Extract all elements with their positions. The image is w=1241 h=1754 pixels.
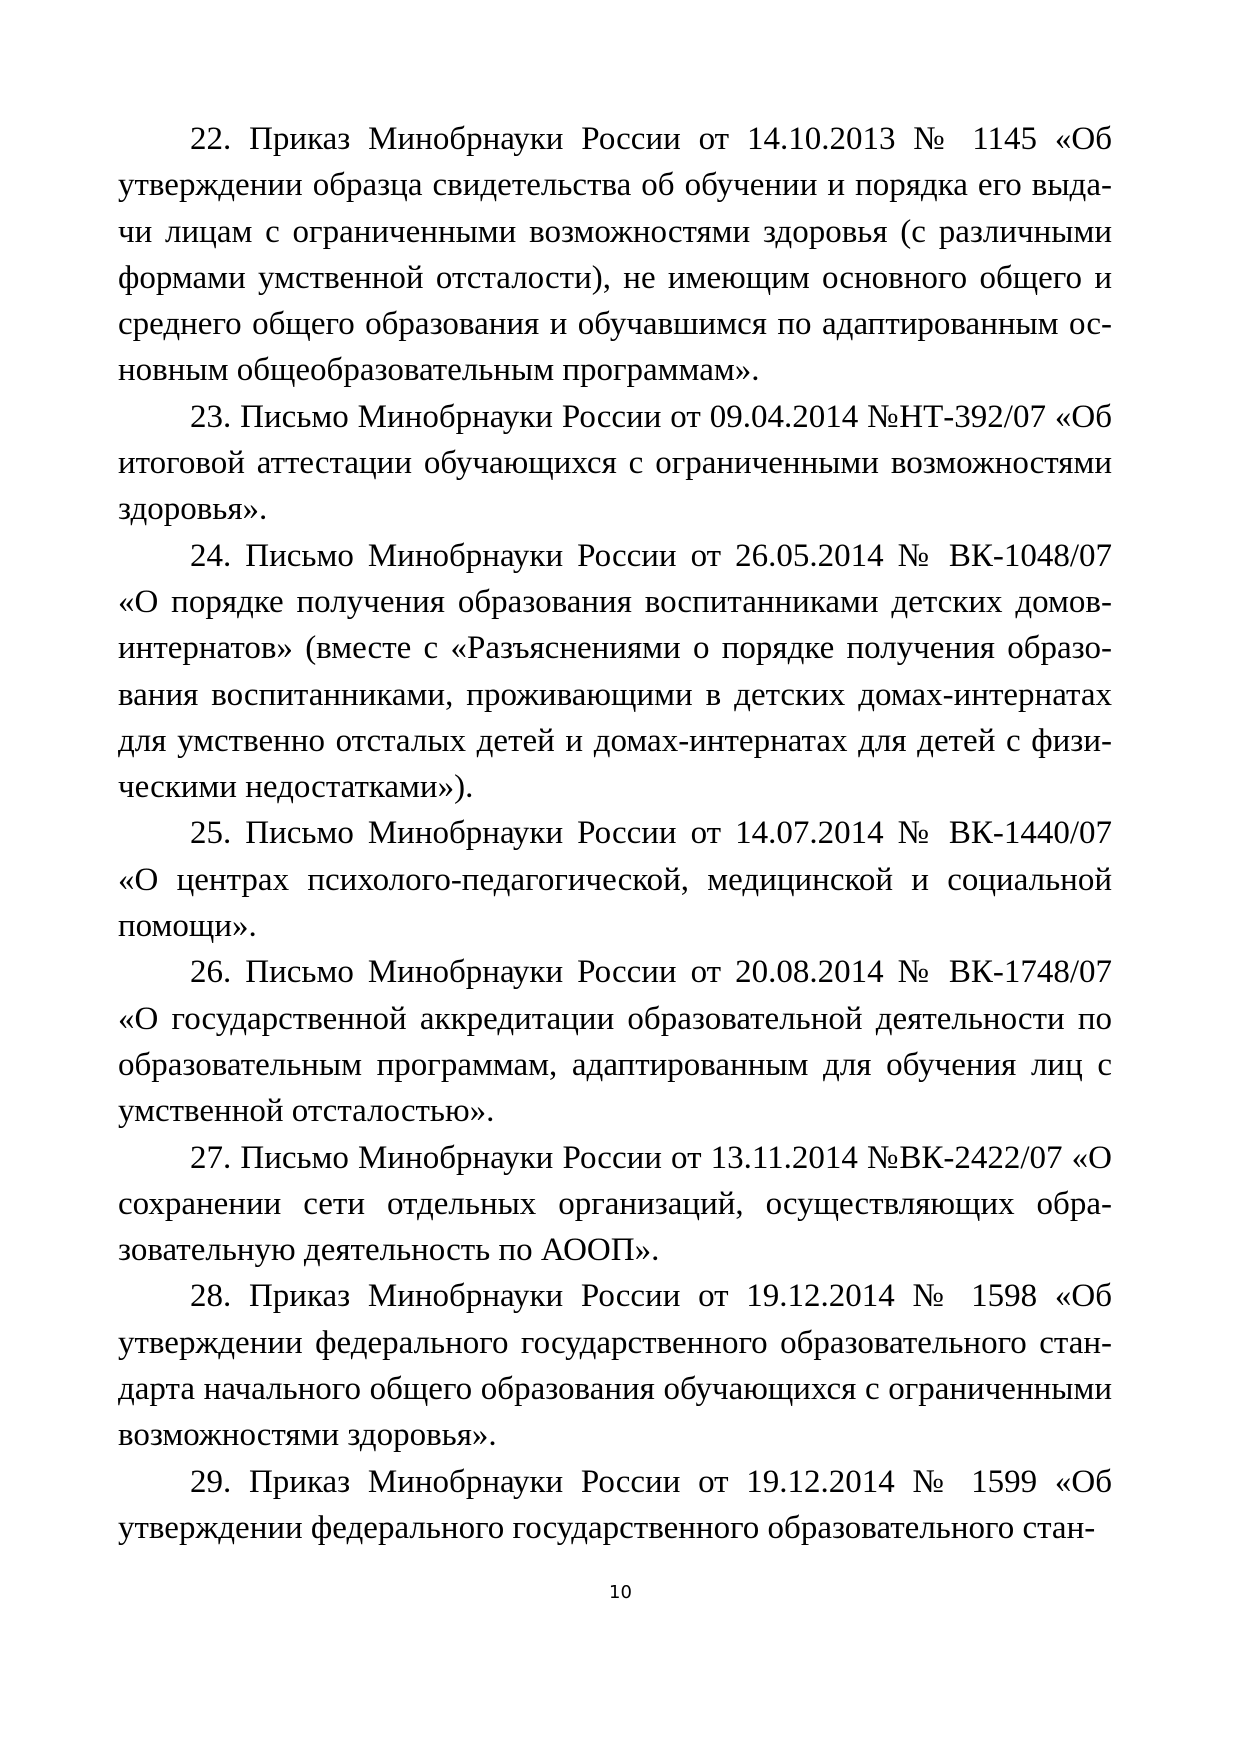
entry-24: 24. Письмо Минобрнауки России от 26.05.2014 № ВК-1048/07 «О порядке получения образования воспитанниками детских домов-интернатов» (вместе с «Разъяснениями о порядке получения образования воспитанниками, проживающими в детских домах-интернатах для умственно отсталых детей и домах-интернатах для детей с физическими недостатками»). (118, 537, 1112, 806)
entry-27: 27. Письмо Минобрнауки России от 13.11.2014 №ВК-2422/07 «О сохранении сети отдельных организаций, осуществляющих образовательную деятельность по АООП». (118, 1139, 1112, 1269)
entry-29: 29. Приказ Минобрнауки России от 19.12.2014 № 1599 «Об утверждении федерального государственного образовательного стан- (118, 1463, 1112, 1546)
document-body (118, 116, 1112, 1551)
entry-23: 23. Письмо Минобрнауки России от 09.04.2014 №НТ-392/07 «Об итоговой аттестации обучающихся с ограниченными возможностями здоровья». (118, 398, 1112, 528)
entry-26: 26. Письмо Минобрнауки России от 20.08.2014 № ВК-1748/07 «О государственной аккредитации образовательной деятельности по образовательным программам, адаптированным для обучения лиц с умственной отсталостью». (118, 954, 1112, 1130)
entry-25: 25. Письмо Минобрнауки России от 14.07.2014 № ВК-1440/07 «О центрах психолого-педагогической, медицинской и социальной помощи». (118, 815, 1112, 945)
entry-28: 28. Приказ Минобрнауки России от 19.12.2014 № 1598 «Об утверждении федерального государственного образовательного стандарта начального общего образования обучающихся с ограниченными возможностями здоровья». (118, 1278, 1112, 1454)
page-number: 10 (609, 1582, 632, 1603)
entry-22: 22. Приказ Минобрнауки России от 14.10.2013 № 1145 «Об утверждении образца свидетельства об обучении и порядка его выдачи лицам с ограниченными возможностями здоровья (с различными формами умственной отсталости), не имеющим основного общего и среднего общего образования и обучавшимся по адаптированным основным общеобразовательным программам». (118, 121, 1112, 389)
